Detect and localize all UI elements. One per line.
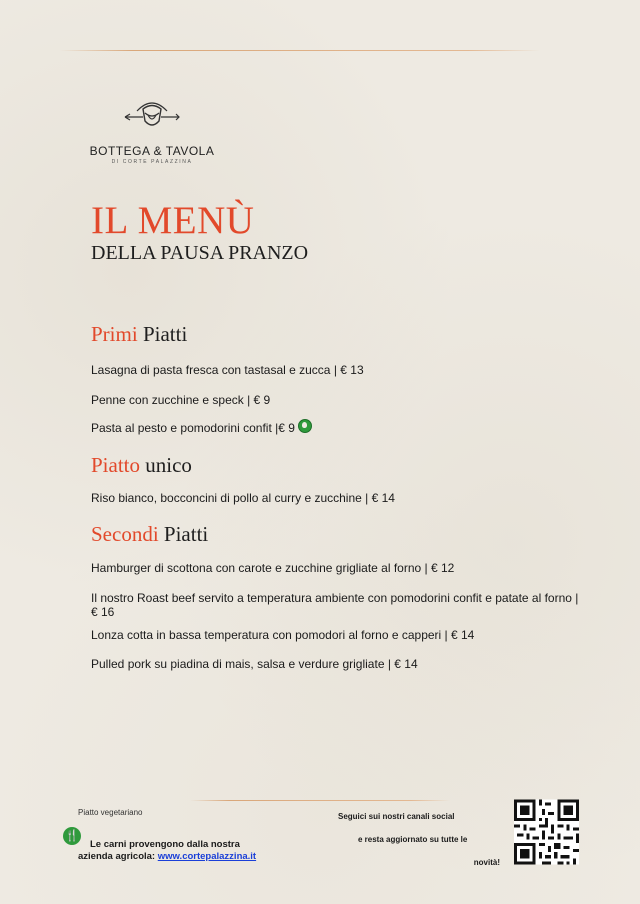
brand-logo xyxy=(82,97,222,165)
social-line-3: novità! xyxy=(473,858,500,867)
top-divider xyxy=(60,50,540,51)
section-rest: Piatti xyxy=(158,522,209,546)
menu-item-vegetarian xyxy=(91,419,581,435)
section-secondi-heading xyxy=(91,522,208,547)
section-rest: unico xyxy=(140,453,192,477)
menu-item: Penne con zucchine e speck | € 9 xyxy=(91,393,271,407)
menu-item: Riso bianco, bocconcini di pollo al curry e zucchine | € 14 xyxy=(91,491,395,505)
brand-subtitle: DI CORTE PALAZZINA xyxy=(111,159,193,165)
bull-head-emblem-icon xyxy=(117,97,187,135)
vegetarian-legend: Piatto vegetariano xyxy=(78,808,143,817)
menu-item: Hamburger di scottona con carote e zucchine grigliate al forno | € 12 xyxy=(91,561,455,575)
menu-item: Il nostro Roast beef servito a temperatura ambiente con pomodorini confit e patate al forno | € 16 xyxy=(91,591,579,619)
section-primi-heading xyxy=(91,322,187,347)
menu-item: Lasagna di pasta fresca con tastasal e zucca | € 13 xyxy=(91,363,364,377)
section-rest: Piatti xyxy=(137,322,188,346)
qr-code-icon[interactable] xyxy=(514,798,579,866)
farm-note xyxy=(78,839,256,863)
menu-item: Pulled pork su piadina di mais, salsa e verdure grigliate | € 14 xyxy=(91,657,418,671)
social-line-1: Seguici sui nostri canali social xyxy=(338,812,455,821)
section-unico-heading xyxy=(91,453,192,478)
section-accent: Primi xyxy=(91,322,138,346)
menu-subtitle: DELLA PAUSA PRANZO xyxy=(91,242,309,264)
menu-item-text: Pasta al pesto e pomodorini confit |€ 9 xyxy=(91,421,295,435)
fork-knife-icon: 🍴 xyxy=(63,827,81,845)
section-accent: Piatto xyxy=(91,453,141,477)
bottom-divider xyxy=(190,800,450,801)
farm-note-line2: azienda agricola: xyxy=(78,851,158,862)
farm-website-link[interactable]: www.cortepalazzina.it xyxy=(157,851,257,862)
social-note xyxy=(338,812,500,881)
menu-title: IL MENÙ xyxy=(91,199,255,242)
section-accent: Secondi xyxy=(91,522,159,546)
brand-name: BOTTEGA & TAVOLA xyxy=(89,144,215,158)
farm-note-line1: Le carni provengono dalla nostra xyxy=(90,839,240,850)
menu-item: Lonza cotta in bassa temperatura con pomodori al forno e capperi | € 14 xyxy=(91,628,475,642)
leaf-badge-icon xyxy=(298,419,312,433)
social-line-2: e resta aggiornato su tutte le xyxy=(358,835,468,844)
